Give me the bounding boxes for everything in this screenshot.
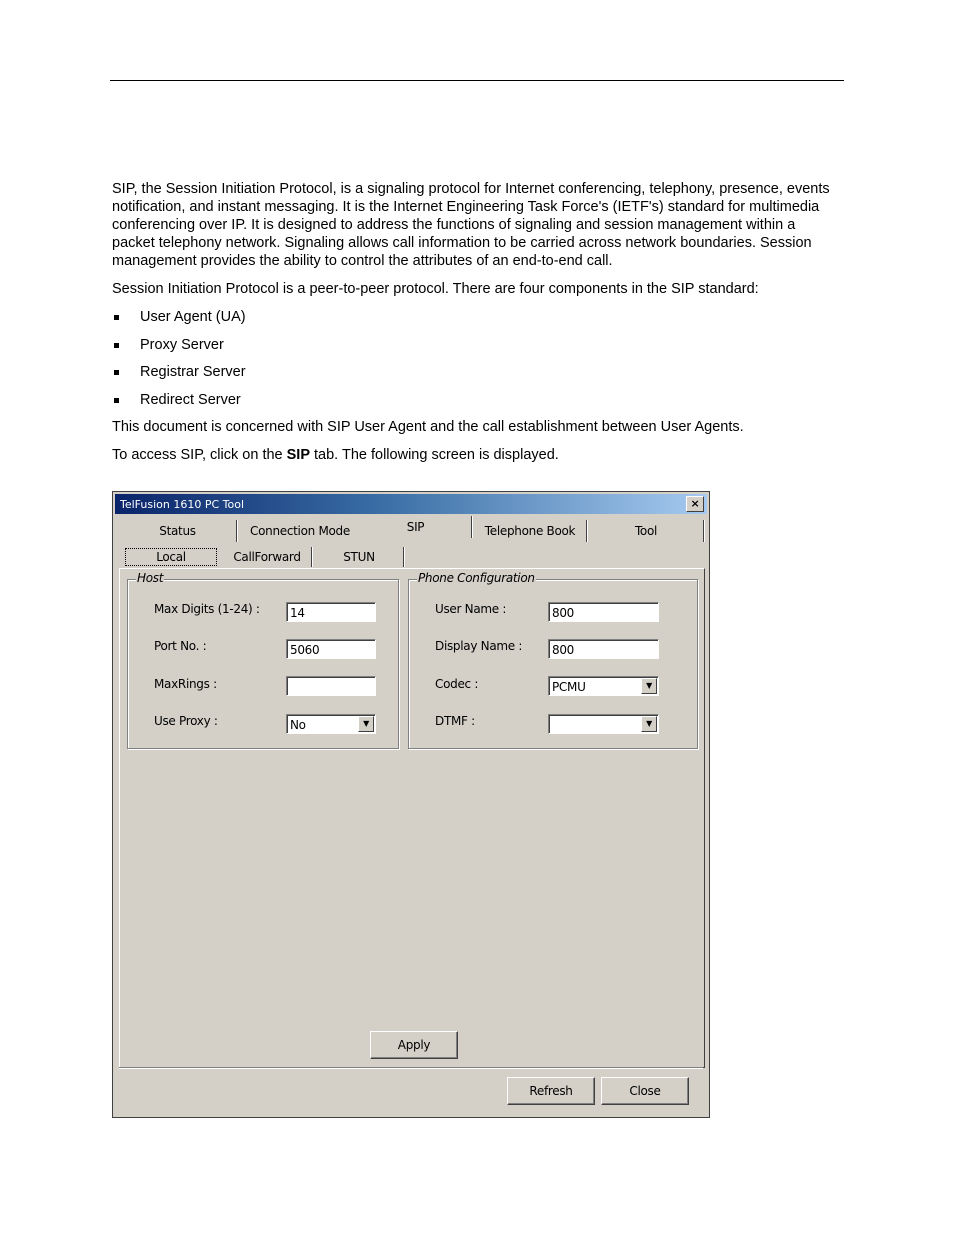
host-group <box>127 571 399 749</box>
codec-value: PCMU <box>552 680 586 694</box>
maxrings-input[interactable] <box>286 676 376 696</box>
tab-sip[interactable]: SIP <box>360 516 472 538</box>
host-legend: Host <box>137 571 164 585</box>
tab-connection-mode[interactable]: Connection Mode <box>250 524 350 538</box>
chevron-down-icon[interactable]: ▼ <box>641 678 657 694</box>
components-paragraph: Session Initiation Protocol is a peer-to-peer protocol. There are four components in the SIP standard: <box>112 281 759 297</box>
close-icon[interactable]: × <box>686 496 704 512</box>
pc-tool-window <box>112 491 710 1118</box>
header-rule <box>110 80 844 81</box>
apply-button[interactable]: Apply <box>370 1031 458 1059</box>
subtab-stun[interactable]: STUN <box>315 547 404 567</box>
chevron-down-icon[interactable]: ▼ <box>358 716 374 732</box>
list-item: Proxy Server <box>112 336 840 354</box>
display-name-label: Display Name : <box>435 639 523 653</box>
document-body <box>112 180 840 474</box>
dtmf-select[interactable] <box>548 714 659 734</box>
chevron-down-icon[interactable]: ▼ <box>641 716 657 732</box>
list-item: User Agent (UA) <box>112 308 840 326</box>
use-proxy-value: No <box>290 718 306 732</box>
use-proxy-label: Use Proxy : <box>154 714 218 728</box>
tab-tool[interactable]: Tool <box>589 520 704 542</box>
scope-paragraph: This document is concerned with SIP User Agent and the call establishment between User Agents. <box>112 419 744 435</box>
phone-configuration-group <box>408 571 698 749</box>
refresh-button[interactable]: Refresh <box>507 1077 595 1105</box>
access-paragraph: To access SIP, click on the SIP tab. The following screen is displayed. <box>112 447 559 463</box>
maxrings-label: MaxRings : <box>154 677 217 691</box>
bullet-icon <box>114 315 119 320</box>
bullet-icon <box>114 398 119 403</box>
codec-select[interactable] <box>548 676 659 696</box>
dtmf-label: DTMF : <box>435 714 475 728</box>
subtab-local[interactable]: Local <box>125 548 217 566</box>
main-tabs <box>119 520 703 544</box>
window-title: TelFusion 1610 PC Tool <box>120 498 245 511</box>
phone-configuration-legend: Phone Configuration <box>418 571 535 585</box>
bottom-divider <box>119 1067 703 1068</box>
title-bar[interactable] <box>115 494 707 514</box>
use-proxy-select[interactable] <box>286 714 376 734</box>
close-button[interactable]: Close <box>601 1077 689 1105</box>
tab-telephone-book[interactable]: Telephone Book <box>474 520 587 542</box>
components-list <box>112 308 840 409</box>
user-name-label: User Name : <box>435 602 507 616</box>
max-digits-input[interactable]: 14 <box>286 602 376 622</box>
bullet-icon <box>114 343 119 348</box>
codec-label: Codec : <box>435 677 479 691</box>
sip-bold: SIP <box>286 447 310 463</box>
display-name-input[interactable]: 800 <box>548 639 659 659</box>
port-label: Port No. : <box>154 639 207 653</box>
user-name-input[interactable]: 800 <box>548 602 659 622</box>
port-input[interactable]: 5060 <box>286 639 376 659</box>
local-panel <box>119 568 705 1068</box>
subtab-callforward[interactable]: CallForward <box>223 547 312 567</box>
tab-status[interactable]: Status <box>119 520 237 542</box>
list-item: Redirect Server <box>112 391 840 409</box>
max-digits-label: Max Digits (1-24) : <box>154 602 260 616</box>
list-item: Registrar Server <box>112 363 840 381</box>
bullet-icon <box>114 370 119 375</box>
intro-paragraph: SIP, the Session Initiation Protocol, is a signaling protocol for Internet conferencing, telephony, presence, events notification, and instant messaging. It is the Internet Engineering Task Force's (IETF's) standard for multimedia conferencing over IP. It is designed to address the functions of signaling and session management within a packet telephony network. Signaling allows call information to be carried across network boundaries. Session management provides the ability to control the attributes of an end-to-end call. <box>112 181 830 269</box>
